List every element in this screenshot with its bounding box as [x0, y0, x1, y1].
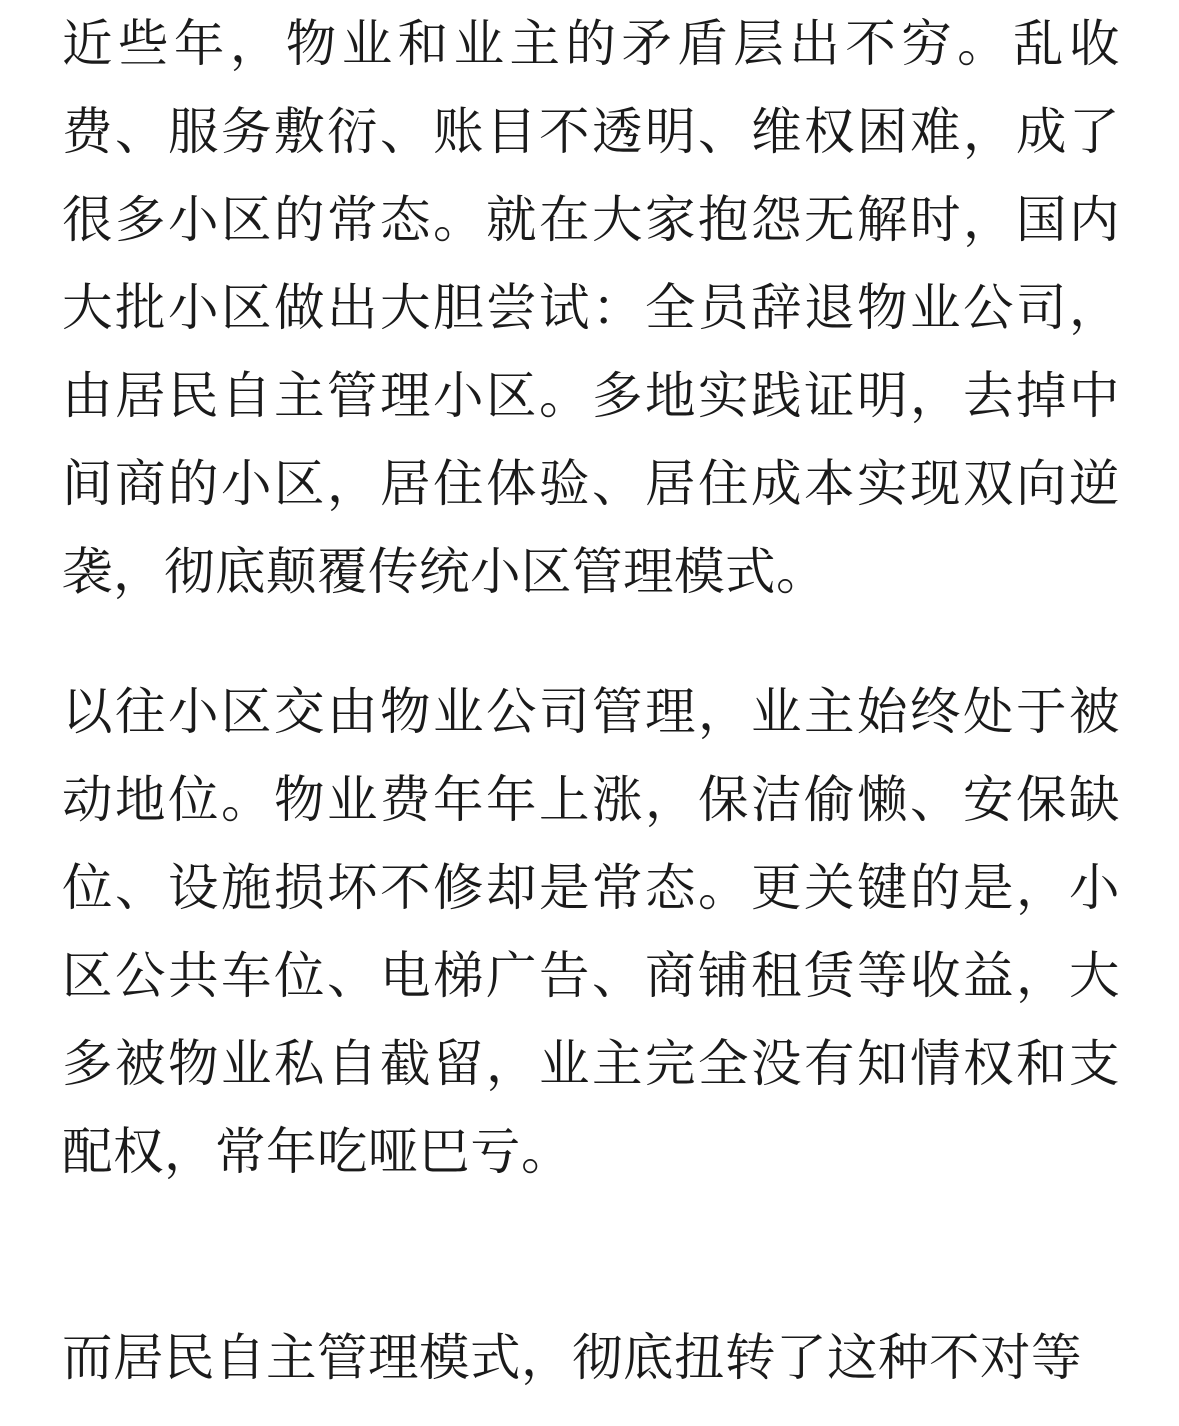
- article-paragraph-1: 近些年，物业和业主的矛盾层出不穷。乱收费、服务敷衍、账目不透明、维权困难，成了很多小区的常态。就在大家抱怨无解时，国内大批小区做出大胆尝试：全员辞退物业公司，由居民自主管理小区。多地实践证明，去掉中间商的小区，居住体验、居住成本实现双向逆袭，彻底颠覆传统小区管理模式。: [62, 14, 1120, 601]
- article-paragraph-3: 而居民自主管理模式，彻底扭转了这种不对等: [62, 1328, 1082, 1387]
- article-paragraph-2: 以往小区交由物业公司管理，业主始终处于被动地位。物业费年年上涨，保洁偷懒、安保缺位、设施损坏不修却是常态。更关键的是，小区公共车位、电梯广告、商铺租赁等收益，大多被物业私自截留，业主完全没有知情权和支配权，常年吃哑巴亏。: [62, 682, 1120, 1181]
